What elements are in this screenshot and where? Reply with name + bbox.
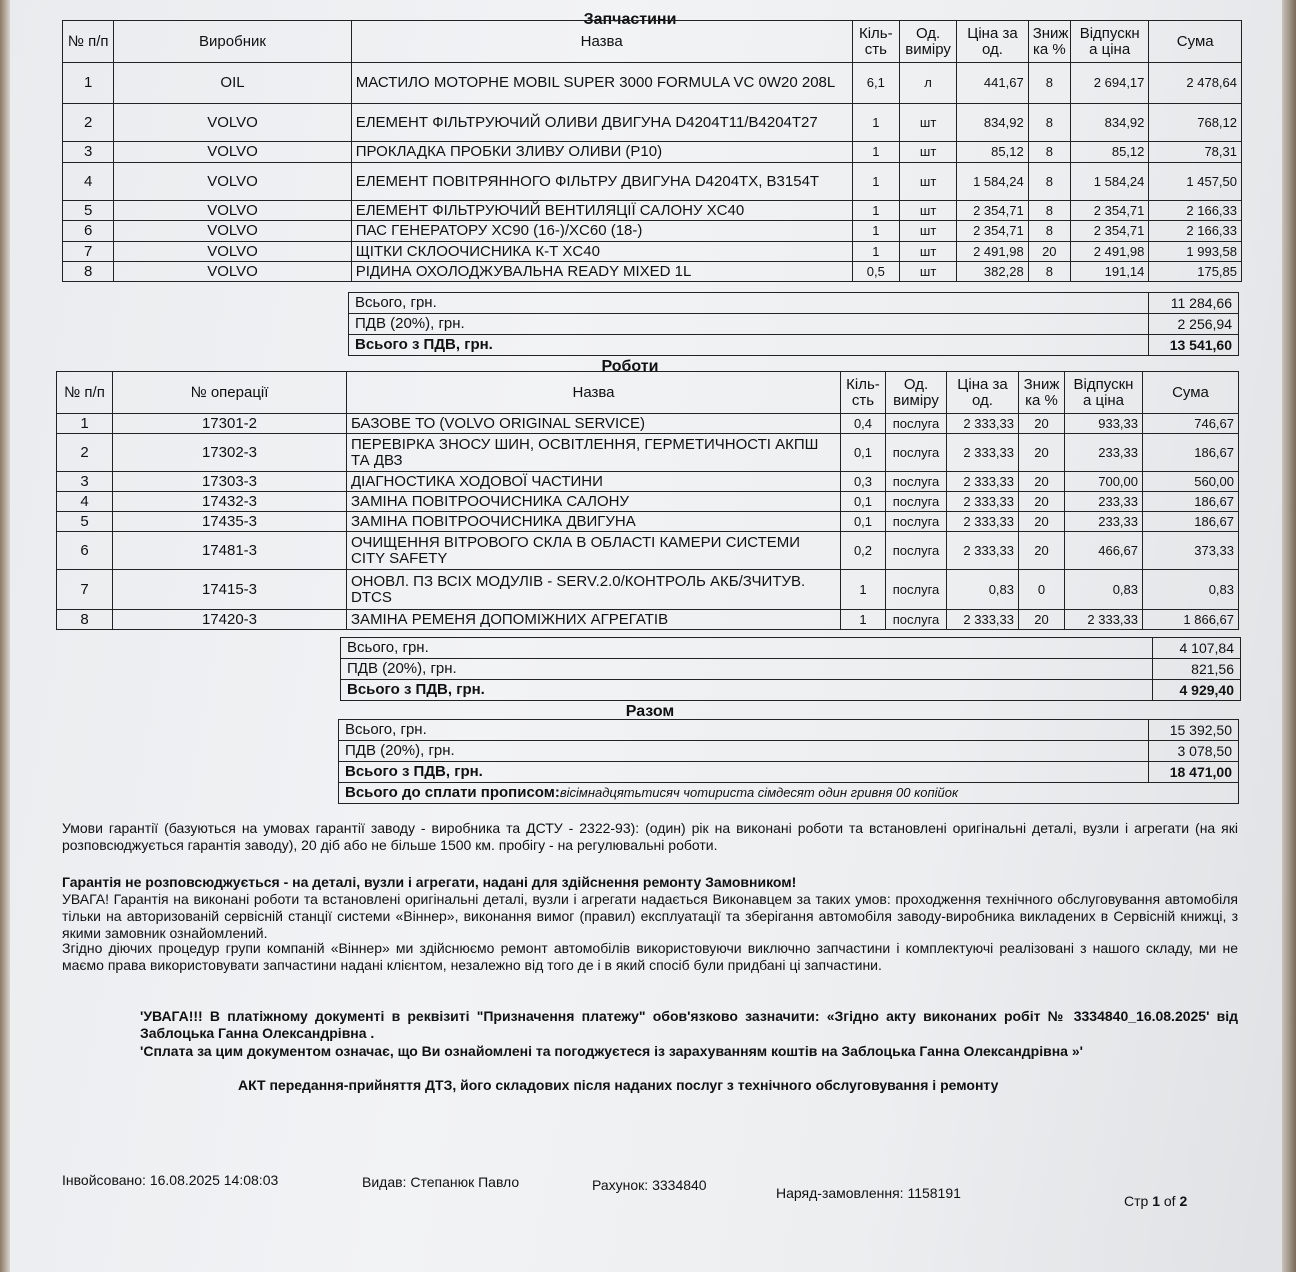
parts-cell: 1 (852, 201, 899, 221)
works-total-value: 4 107,84 (1153, 638, 1241, 659)
works-cell: 20 (1019, 532, 1065, 570)
parts-cell: 1 584,24 (1070, 163, 1148, 201)
works-table (56, 371, 1239, 630)
page-total: 2 (1179, 1193, 1188, 1209)
works-header-cell: Ціна за од. (947, 372, 1019, 414)
parts-cell: 2 166,33 (1149, 201, 1242, 221)
parts-cell: шт (899, 221, 956, 242)
works-row (57, 472, 1239, 492)
summary-words-label: Всього до сплати прописом: (345, 784, 560, 801)
works-cell: 233,33 (1065, 434, 1143, 472)
works-cell: 0,4 (841, 414, 886, 434)
works-cell: 233,33 (1065, 492, 1143, 512)
works-header-row (57, 372, 1239, 414)
parts-header-cell: Зниж ка % (1028, 21, 1070, 63)
works-cell: ЗАМІНА ПОВІТРООЧИСНИКА САЛОНУ (347, 492, 841, 512)
summary-grand-row (339, 762, 1239, 783)
works-cell: послуга (886, 570, 947, 610)
warranty-attention: УВАГА! Гарантія на виконані роботи та встановлені оригінальні деталі, вузли і агрегати надається Виконавцем за таких умов: проходження технічного обслуговування автомобіля тільки на авторизованій сервісній станції системи «Віннер», виконання вимог (правил) експлуатації та зберігання автомобіля заводу-виробника викладених в Сервісній книжці, з якими замовник ознайомлений. (62, 891, 1238, 941)
parts-cell: VOLVO (114, 142, 351, 163)
works-cell: 2 333,33 (947, 414, 1019, 434)
parts-cell: 1 (852, 242, 899, 262)
parts-cell: 0,5 (852, 262, 899, 282)
parts-total-label: Всього, грн. (349, 293, 1149, 314)
parts-cell: 8 (1028, 201, 1070, 221)
works-cell: 20 (1019, 472, 1065, 492)
parts-header-cell: Ціна за од. (957, 21, 1028, 63)
works-row (57, 414, 1239, 434)
page-current: 1 (1152, 1193, 1160, 1209)
works-total-label: Всього, грн. (341, 638, 1153, 659)
works-row (57, 610, 1239, 630)
summary-vat-value: 3 078,50 (1149, 741, 1239, 762)
works-cell: послуга (886, 512, 947, 532)
works-header-cell: № п/п (57, 372, 113, 414)
parts-row (63, 63, 1242, 104)
works-title: Роботи (601, 358, 659, 375)
summary-words-row (339, 783, 1239, 804)
parts-cell: VOLVO (114, 104, 351, 142)
parts-header-row (63, 21, 1242, 63)
works-grand-row (341, 680, 1241, 701)
works-vat-row (341, 659, 1241, 680)
parts-cell: 2 694,17 (1070, 63, 1148, 104)
works-row (57, 492, 1239, 512)
parts-cell: 8 (1028, 104, 1070, 142)
parts-row (63, 221, 1242, 242)
works-cell: ОНОВЛ. ПЗ ВСІХ МОДУЛІВ - SERV.2.0/КОНТРОЛЬ АКБ/ЗЧИТУВ. DTCS (347, 570, 841, 610)
works-header-cell: Відпускн а ціна (1065, 372, 1143, 414)
parts-cell: 2 354,71 (1070, 201, 1148, 221)
works-cell: послуга (886, 414, 947, 434)
works-cell: 5 (57, 512, 113, 532)
warranty-procedures: Згідно діючих процедур групи компаній «Віннер» ми здійснюємо ремонт автомобілів використовуючи виключно запчастини і комплектуючі реалізовані з нашого складу, ми не маємо права використовувати запчастини надані клієнтом, незалежно від того де і в який спосіб були придбані ці запчастини. (62, 940, 1238, 973)
works-header-cell: Кіль-сть (841, 372, 886, 414)
parts-cell: ПРОКЛАДКА ПРОБКИ ЗЛИВУ ОЛИВИ (P10) (351, 142, 852, 163)
parts-cell: VOLVO (114, 221, 351, 242)
parts-grand-label: Всього з ПДВ, грн. (349, 335, 1149, 356)
parts-cell: МАСТИЛО МОТОРНЕ MOBIL SUPER 3000 FORMULA VC 0W20 208L (351, 63, 852, 104)
parts-cell: 2 166,33 (1149, 221, 1242, 242)
works-cell: 0,3 (841, 472, 886, 492)
works-row (57, 434, 1239, 472)
parts-row (63, 201, 1242, 221)
works-cell: 0 (1019, 570, 1065, 610)
paper-right-edge (1282, 0, 1296, 1272)
parts-cell: 441,67 (957, 63, 1028, 104)
parts-header-cell: Назва (351, 21, 852, 63)
parts-header-cell: Кіль-сть (852, 21, 899, 63)
footer-order: Наряд-замовлення: 1158191 (776, 1185, 961, 1201)
parts-cell: 2 478,64 (1149, 63, 1242, 104)
footer-page (1124, 1193, 1187, 1209)
summary-total-row (339, 720, 1239, 741)
summary-grand-label: Всього з ПДВ, грн. (339, 762, 1149, 783)
works-cell: послуга (886, 434, 947, 472)
works-row (57, 512, 1239, 532)
parts-cell: VOLVO (114, 201, 351, 221)
works-grand-value: 4 929,40 (1153, 680, 1241, 701)
parts-cell: л (899, 63, 956, 104)
parts-header-cell: № п/п (63, 21, 114, 63)
parts-cell: 8 (1028, 221, 1070, 242)
parts-cell: шт (899, 104, 956, 142)
works-cell: 17415-3 (113, 570, 347, 610)
works-cell: 1 (841, 570, 886, 610)
parts-cell: 8 (1028, 142, 1070, 163)
parts-cell: 834,92 (957, 104, 1028, 142)
works-cell: послуга (886, 472, 947, 492)
works-cell: 7 (57, 570, 113, 610)
parts-cell: 1 (852, 163, 899, 201)
summary-table (338, 719, 1239, 804)
works-cell: 1 (57, 414, 113, 434)
works-cell: БАЗОВЕ ТО (VOLVO ORIGINAL SERVICE) (347, 414, 841, 434)
payment-notice-2: 'Сплата за цим документом означає, що Ви ознайомлені та погоджуєтеся із зарахуванням коштів на Заблоцька Ганна Олександрівна »' (140, 1043, 1083, 1059)
parts-cell: 8 (63, 262, 114, 282)
parts-cell: 1 (852, 142, 899, 163)
parts-cell: 768,12 (1149, 104, 1242, 142)
works-cell: 0,2 (841, 532, 886, 570)
parts-cell: VOLVO (114, 242, 351, 262)
works-cell: ЗАМІНА ПОВІТРООЧИСНИКА ДВИГУНА (347, 512, 841, 532)
parts-header-cell: Виробник (114, 21, 351, 63)
works-total-row (341, 638, 1241, 659)
works-cell: 17420-3 (113, 610, 347, 630)
parts-cell: 175,85 (1149, 262, 1242, 282)
works-cell: 0,1 (841, 434, 886, 472)
parts-cell: 6,1 (852, 63, 899, 104)
parts-header-cell: Сума (1149, 21, 1242, 63)
works-header-cell: Зниж ка % (1019, 372, 1065, 414)
parts-vat-value: 2 256,94 (1149, 314, 1239, 335)
parts-header-cell: Од. виміру (899, 21, 956, 63)
paper-left-shadow (0, 0, 10, 1272)
works-cell: 0,83 (1143, 570, 1239, 610)
works-cell: 3 (57, 472, 113, 492)
works-row (57, 570, 1239, 610)
works-cell: 8 (57, 610, 113, 630)
works-cell: 17481-3 (113, 532, 347, 570)
summary-vat-row (339, 741, 1239, 762)
parts-cell: 2 354,71 (957, 201, 1028, 221)
summary-words-value: вісімнадцятьтисяч чотириста сімдесят один гривня 00 копійок (559, 785, 959, 800)
works-cell: ЗАМІНА РЕМЕНЯ ДОПОМІЖНИХ АГРЕГАТІВ (347, 610, 841, 630)
parts-total-row (349, 293, 1239, 314)
parts-totals-table (348, 292, 1239, 356)
warranty-conditions: Умови гарантії (базуються на умовах гарантії заводу - виробника та ДСТУ - 2322-93): (один) рік на виконані роботи та встановлені оригінальні деталі, вузли і агрегати (на які розповсюджується гарантія заводу), 20 діб або не більше 1500 км. пробігу - на регулювальні роботи. (62, 820, 1238, 853)
works-cell: ДІАГНОСТИКА ХОДОВОЇ ЧАСТИНИ (347, 472, 841, 492)
parts-cell: OIL (114, 63, 351, 104)
summary-vat-label: ПДВ (20%), грн. (339, 741, 1149, 762)
parts-cell: РІДИНА ОХОЛОДЖУВАЛЬНА READY MIXED 1L (351, 262, 852, 282)
works-header-cell: № операції (113, 372, 347, 414)
parts-header-cell: Відпускн а ціна (1070, 21, 1148, 63)
act-title: АКТ передання-прийняття ДТЗ, його складових після наданих послуг з технічного обслуговування і ремонту (238, 1077, 999, 1093)
parts-cell: шт (899, 163, 956, 201)
parts-cell: 85,12 (957, 142, 1028, 163)
summary-total-label: Всього, грн. (339, 720, 1149, 741)
works-cell: 17432-3 (113, 492, 347, 512)
works-cell: 2 333,33 (947, 434, 1019, 472)
works-cell: 2 333,33 (947, 472, 1019, 492)
summary-total-value: 15 392,50 (1149, 720, 1239, 741)
parts-cell: 1 584,24 (957, 163, 1028, 201)
works-cell: 186,67 (1143, 492, 1239, 512)
works-cell: 2 333,33 (947, 532, 1019, 570)
works-cell: 17301-2 (113, 414, 347, 434)
parts-grand-value: 13 541,60 (1149, 335, 1239, 356)
parts-row (63, 142, 1242, 163)
works-header-cell: Од. виміру (886, 372, 947, 414)
works-cell: 20 (1019, 434, 1065, 472)
parts-cell: 1 (852, 104, 899, 142)
parts-cell: VOLVO (114, 262, 351, 282)
parts-cell: 2 (63, 104, 114, 142)
works-cell: 373,33 (1143, 532, 1239, 570)
page-prefix: Стр (1124, 1193, 1153, 1209)
parts-cell: 834,92 (1070, 104, 1148, 142)
parts-cell: шт (899, 262, 956, 282)
works-cell: 0,83 (1065, 570, 1143, 610)
works-cell: 20 (1019, 610, 1065, 630)
works-cell: 933,33 (1065, 414, 1143, 434)
parts-row (63, 104, 1242, 142)
parts-row (63, 242, 1242, 262)
works-cell: 2 (57, 434, 113, 472)
works-cell: ОЧИЩЕННЯ ВІТРОВОГО СКЛА В ОБЛАСТІ КАМЕРИ СИСТЕМИ CITY SAFETY (347, 532, 841, 570)
parts-table (62, 20, 1242, 282)
summary-grand-value: 18 471,00 (1149, 762, 1239, 783)
works-cell: 700,00 (1065, 472, 1143, 492)
footer-invoiced: Інвойсовано: 16.08.2025 14:08:03 (62, 1172, 279, 1188)
parts-cell: 1 (852, 221, 899, 242)
works-grand-label: Всього з ПДВ, грн. (341, 680, 1153, 701)
parts-cell: ЕЛЕМЕНТ ФІЛЬТРУЮЧИЙ ВЕНТИЛЯЦІЇ САЛОНУ XC40 (351, 201, 852, 221)
works-cell: 560,00 (1143, 472, 1239, 492)
parts-cell: шт (899, 201, 956, 221)
works-cell: 6 (57, 532, 113, 570)
works-cell: 0,83 (947, 570, 1019, 610)
parts-vat-row (349, 314, 1239, 335)
page-of: of (1160, 1193, 1180, 1209)
works-cell: 4 (57, 492, 113, 512)
works-totals-table (340, 637, 1241, 701)
works-row (57, 532, 1239, 570)
parts-cell: 2 491,98 (1070, 242, 1148, 262)
parts-cell: 8 (1028, 262, 1070, 282)
parts-row (63, 262, 1242, 282)
parts-cell: 3 (63, 142, 114, 163)
parts-row (63, 163, 1242, 201)
works-cell: 466,67 (1065, 532, 1143, 570)
parts-cell: 1 993,58 (1149, 242, 1242, 262)
works-cell: 20 (1019, 492, 1065, 512)
works-cell: 17303-3 (113, 472, 347, 492)
works-cell: ПЕРЕВІРКА ЗНОСУ ШИН, ОСВІТЛЕННЯ, ГЕРМЕТИЧНОСТІ АКПШ ТА ДВЗ (347, 434, 841, 472)
works-cell: послуга (886, 532, 947, 570)
works-cell: послуга (886, 492, 947, 512)
parts-cell: шт (899, 242, 956, 262)
works-cell: 746,67 (1143, 414, 1239, 434)
footer-account: Рахунок: 3334840 (592, 1177, 707, 1193)
parts-cell: 382,28 (957, 262, 1028, 282)
works-cell: 20 (1019, 414, 1065, 434)
parts-cell: 191,14 (1070, 262, 1148, 282)
works-cell: 0,1 (841, 512, 886, 532)
parts-cell: шт (899, 142, 956, 163)
parts-cell: ЕЛЕМЕНТ ПОВІТРЯННОГО ФІЛЬТРУ ДВИГУНА D4204TX, B3154T (351, 163, 852, 201)
summary-title: Разом (625, 703, 675, 720)
works-cell: 0,1 (841, 492, 886, 512)
works-cell: 17435-3 (113, 512, 347, 532)
parts-cell: 8 (1028, 163, 1070, 201)
works-cell: 233,33 (1065, 512, 1143, 532)
parts-cell: 1 457,50 (1149, 163, 1242, 201)
parts-cell: 20 (1028, 242, 1070, 262)
parts-cell: 4 (63, 163, 114, 201)
works-cell: 186,67 (1143, 512, 1239, 532)
works-cell: 20 (1019, 512, 1065, 532)
parts-cell: 2 354,71 (957, 221, 1028, 242)
parts-grand-row (349, 335, 1239, 356)
parts-cell: 5 (63, 201, 114, 221)
works-cell: 1 866,67 (1143, 610, 1239, 630)
works-cell: 186,67 (1143, 434, 1239, 472)
warranty-exclusion: Гарантія не розповсюджується - на деталі, вузли і агрегати, надані для здійснення ремонту Замовником! (62, 874, 797, 890)
works-header-cell: Назва (347, 372, 841, 414)
parts-cell: 7 (63, 242, 114, 262)
footer-issued: Видав: Степанюк Павло (362, 1174, 520, 1190)
works-cell: 17302-3 (113, 434, 347, 472)
parts-cell: 1 (63, 63, 114, 104)
parts-cell: ЩІТКИ СКЛООЧИСНИКА К-Т XC40 (351, 242, 852, 262)
works-cell: 2 333,33 (947, 610, 1019, 630)
parts-cell: 2 491,98 (957, 242, 1028, 262)
parts-cell: 6 (63, 221, 114, 242)
parts-total-value: 11 284,66 (1149, 293, 1239, 314)
payment-notice-1: 'УВАГА!!! В платіжному документі в реквізиті "Призначення платежу" обов'язково зазначити: «Згідно акту виконаних робіт № 3334840_16.08.2025' від Заблоцька Ганна Олександрівна . (140, 1008, 1238, 1041)
parts-title: Запчастини (583, 11, 677, 28)
works-cell: 2 333,33 (1065, 610, 1143, 630)
works-cell: 2 333,33 (947, 492, 1019, 512)
parts-cell: VOLVO (114, 163, 351, 201)
parts-cell: ПАС ГЕНЕРАТОРУ XC90 (16-)/XC60 (18-) (351, 221, 852, 242)
parts-cell: 78,31 (1149, 142, 1242, 163)
works-cell: 1 (841, 610, 886, 630)
parts-cell: 2 354,71 (1070, 221, 1148, 242)
works-vat-value: 821,56 (1153, 659, 1241, 680)
parts-cell: 8 (1028, 63, 1070, 104)
works-cell: 2 333,33 (947, 512, 1019, 532)
works-header-cell: Сума (1143, 372, 1239, 414)
parts-cell: ЕЛЕМЕНТ ФІЛЬТРУЮЧИЙ ОЛИВИ ДВИГУНА D4204T11/B4204T27 (351, 104, 852, 142)
parts-cell: 85,12 (1070, 142, 1148, 163)
parts-vat-label: ПДВ (20%), грн. (349, 314, 1149, 335)
works-vat-label: ПДВ (20%), грн. (341, 659, 1153, 680)
works-cell: послуга (886, 610, 947, 630)
